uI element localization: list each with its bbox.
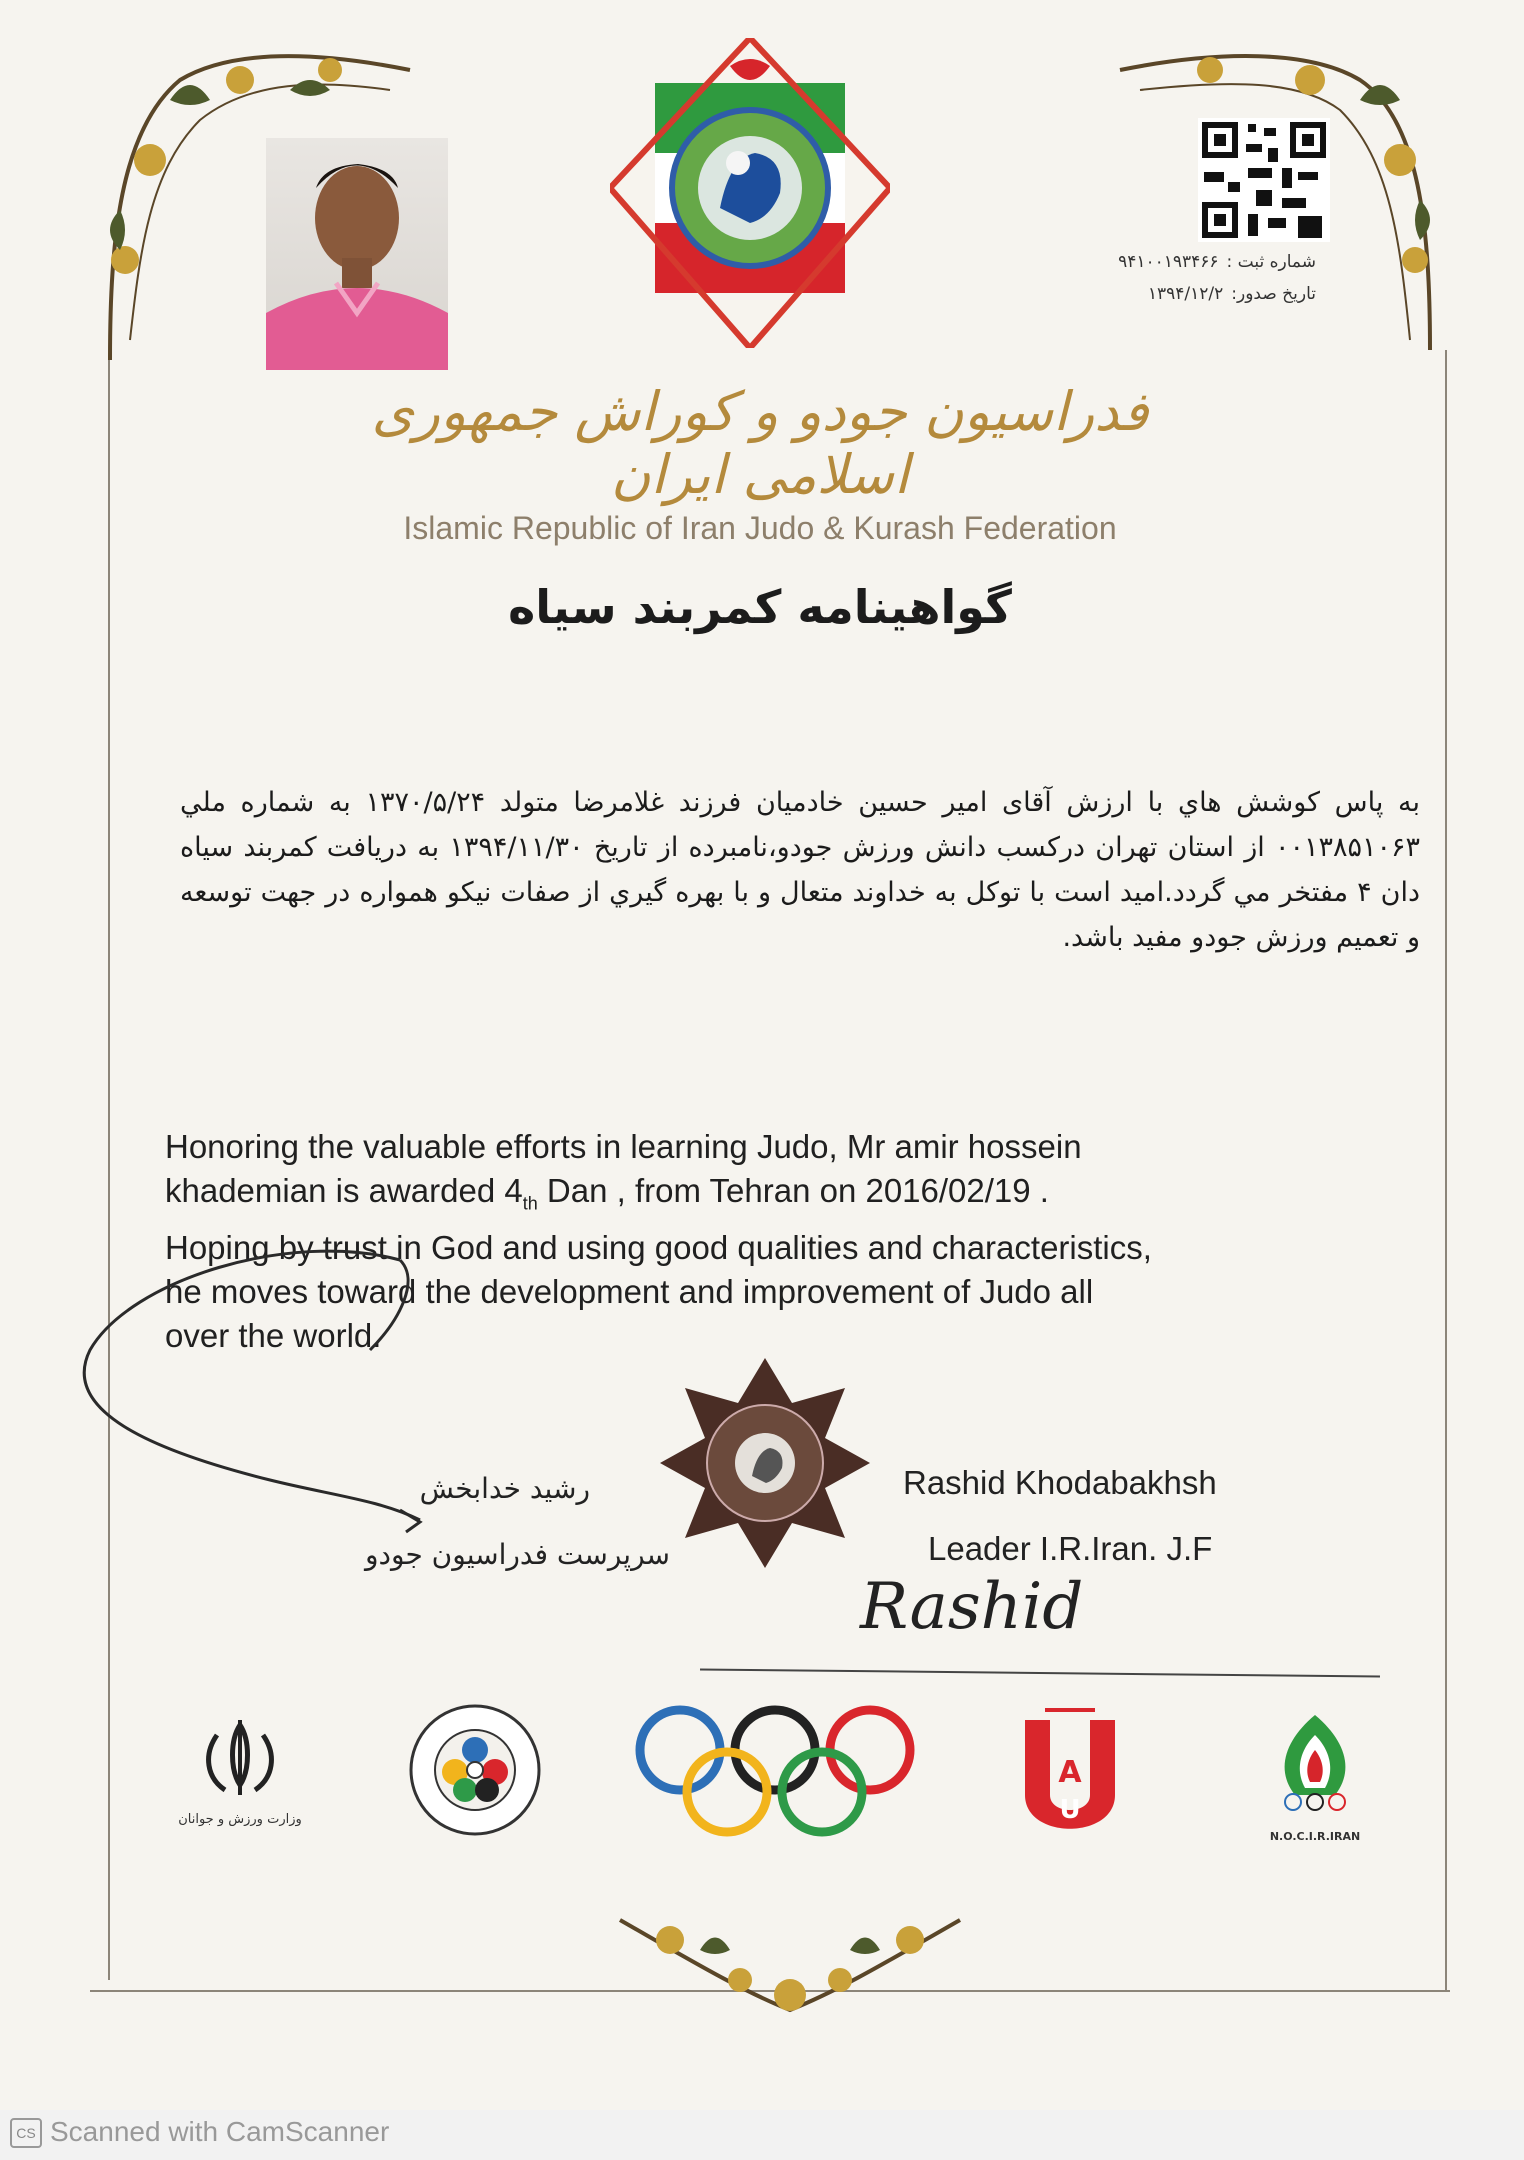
noc-iran-logo [1265, 1710, 1365, 1820]
svg-text:A: A [1058, 1755, 1082, 1790]
ijf-logo [405, 1700, 545, 1840]
signatory-title-english: Leader I.R.Iran. J.F [928, 1530, 1213, 1567]
camscanner-text: Scanned with CamScanner [50, 2116, 390, 2147]
federation-name-persian: فدراسیون جودو و کوراش جمهوری اسلامی ایران [371, 380, 1149, 506]
olympic-rings-logo [630, 1700, 920, 1840]
asian-judo-union-logo [1010, 1700, 1130, 1850]
federation-name-english: Islamic Republic of Iran Judo & Kurash Federation [403, 510, 1117, 546]
recipient-photo [266, 138, 448, 370]
federation-emblem [610, 38, 890, 348]
signatory-name-persian: رشید خدابخش [419, 1472, 590, 1505]
registration-number: شماره ثبت :۹۴۱۰۰۱۹۳۴۶۶ [1118, 252, 1316, 272]
english-line-1: Honoring the valuable efforts in learning Judo, Mr amir hossein [165, 1128, 1082, 1165]
frame-left-line [108, 360, 110, 1980]
federation-seal [660, 1358, 870, 1568]
english-line-5: over the world. [165, 1316, 382, 1354]
certificate-title: گواهینامه کمربند سیاه [508, 580, 1012, 634]
noc-caption: N.O.C.I.R.IRAN [1269, 1830, 1361, 1843]
frame-right-line [1445, 350, 1447, 1990]
camscanner-badge: CS [10, 2118, 42, 2148]
qr-code [1198, 118, 1330, 242]
bottom-center-ornament [610, 1900, 970, 2030]
english-line-4: he moves toward the development and improvement of Judo all [165, 1272, 1094, 1310]
signature-rashid: Rashid [860, 1570, 1084, 1644]
english-line-3: Hoping by trust in God and using good qualities and characteristics, [165, 1228, 1152, 1266]
svg-text:U: U [1059, 1795, 1081, 1825]
ministry-caption: وزارت ورزش و جوانان [178, 1812, 302, 1827]
signatory-name-english: Rashid Khodabakhsh [903, 1464, 1217, 1501]
signatory-title-persian: سرپرست فدراسیون جودو [365, 1538, 670, 1571]
issue-date: تاریخ صدور:۱۳۹۴/۱۲/۲ [1147, 284, 1316, 304]
english-line-2: khademian is awarded $4_{th}$ Dan , from Tehran on 2016/02/19 . [165, 1172, 1049, 1214]
persian-body-text: به پاس کوشش هاي با ارزش آقای امیر حسین خادمیان فرزند غلامرضا متولد ۱۳۷۰/۵/۲۴ به شماره ملي ۰۰۱۳۸۵۱۰۶۳ از استان تهران درکسب دانش ورزش جودو،نامبرده از تاریخ ۱۳۹۴/۱۱/۳۰ به دریافت کمربند سیاه دان ۴ مفتخر مي گردد.امید است با توکل به خداوند متعال و با بهره گيري از صفات نیکو همواره در جهت توسعه و تعمیم ورزش جودو مفید باشد. [180, 787, 1421, 953]
ministry-emblem-icon [195, 1720, 285, 1800]
signature-line [700, 1668, 1380, 1677]
